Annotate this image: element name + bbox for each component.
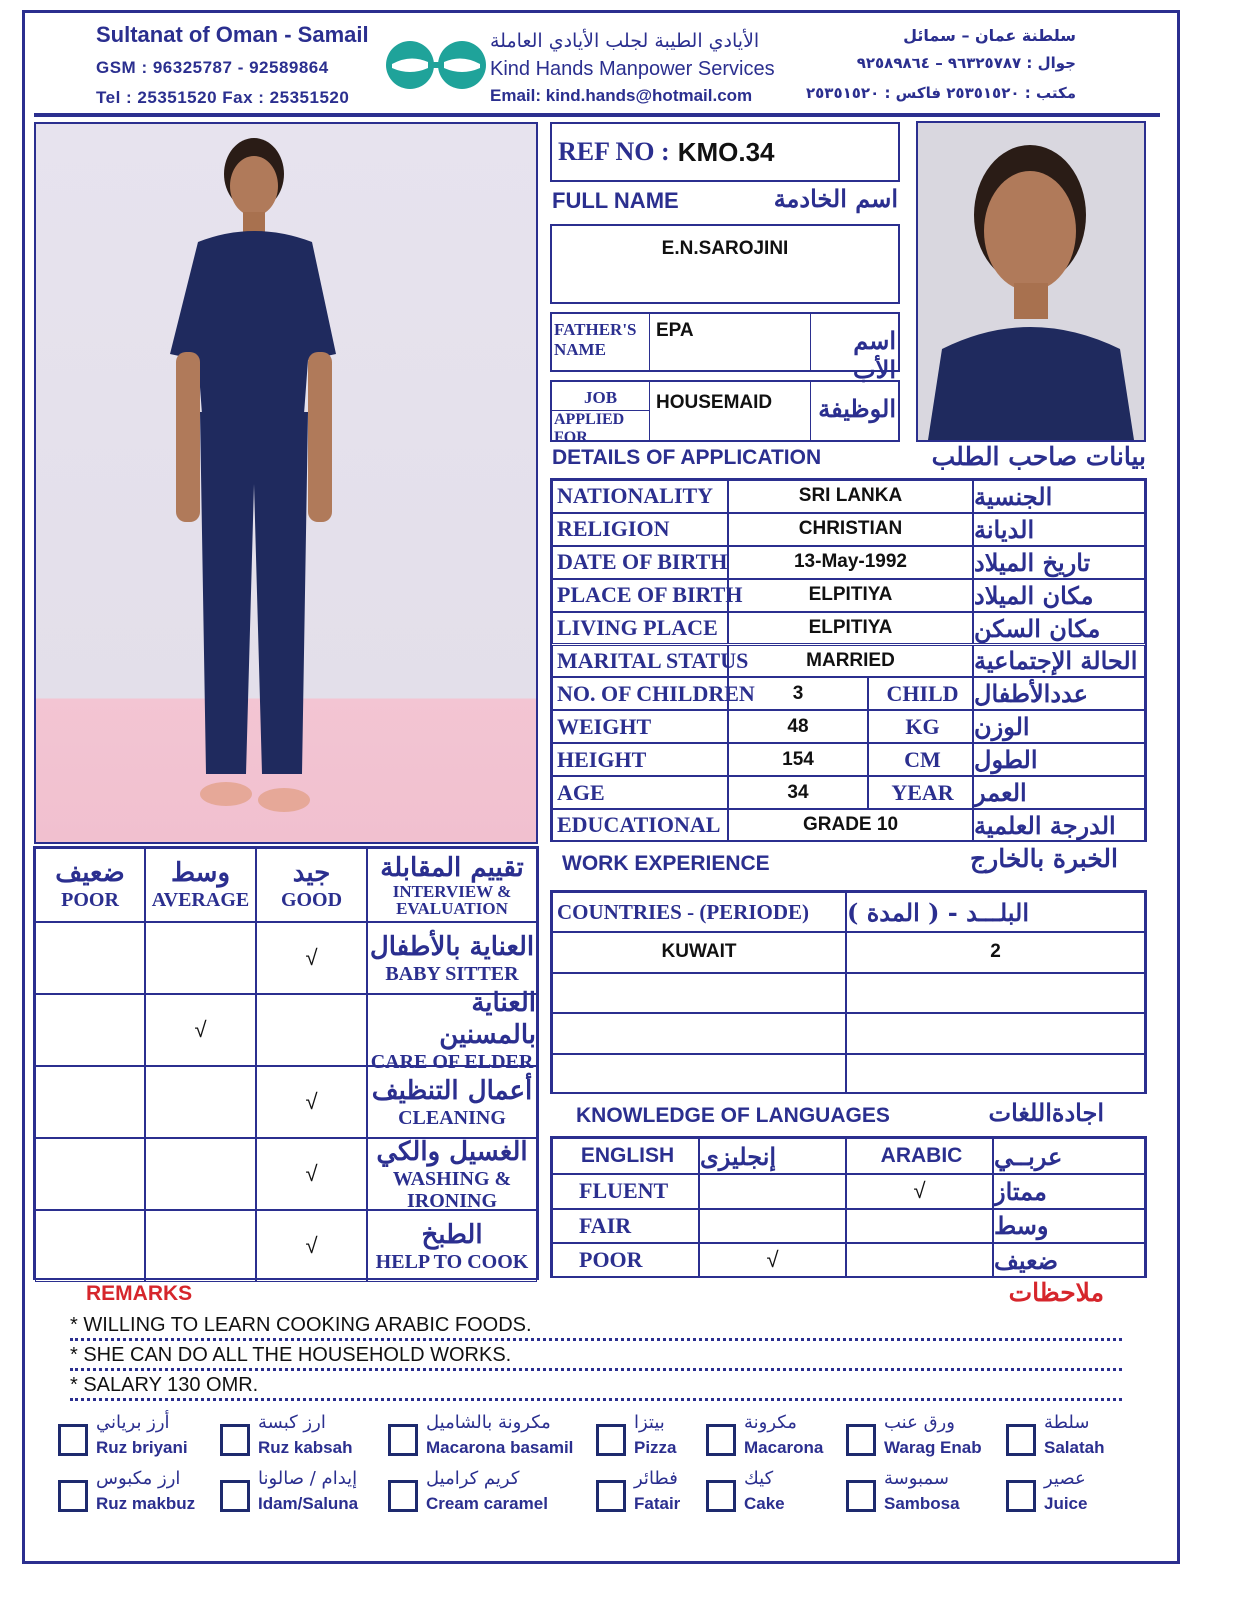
evaluation-header-arabic: وسط — [170, 858, 231, 888]
language-check-english — [699, 1209, 846, 1244]
food-name-arabic: إيدام / صالونا — [258, 1468, 358, 1489]
evaluation-header-arabic: تقييم المقابلة — [380, 853, 524, 883]
evaluation-check-average: √ — [145, 994, 256, 1066]
evaluation-check-average — [145, 1066, 256, 1138]
food-item — [846, 1414, 1006, 1464]
food-item — [706, 1470, 866, 1520]
food-name-english: Sambosa — [884, 1494, 960, 1513]
evaluation-header — [367, 848, 537, 922]
evaluation-table — [33, 846, 539, 1280]
job-value: HOUSEMAID — [656, 392, 773, 413]
evaluation-check-good: √ — [256, 1066, 367, 1138]
header-divider — [34, 113, 1160, 117]
details-label-arabic: الجنسية — [973, 480, 1145, 513]
details-label: WEIGHT — [552, 710, 728, 743]
language-level: FAIR — [552, 1209, 699, 1244]
food-checkbox[interactable] — [220, 1424, 250, 1456]
work-period — [846, 973, 1145, 1014]
details-label: RELIGION — [552, 513, 728, 546]
food-name-arabic: مكرونة بالشاميل — [426, 1412, 551, 1433]
details-value: 48 — [728, 710, 868, 743]
evaluation-skill — [367, 1210, 537, 1282]
food-name-arabic: ارز كبسة — [258, 1412, 326, 1433]
details-label-arabic: عددالأطفال — [973, 677, 1145, 710]
evaluation-skill-arabic: أعمال التنظيف — [371, 1076, 533, 1106]
food-checkbox[interactable] — [706, 1480, 736, 1512]
food-item — [1006, 1414, 1166, 1464]
father-name-box — [550, 312, 900, 384]
food-name-english: Warag Enab — [884, 1438, 982, 1457]
languages-title: KNOWLEDGE OF LANGUAGES — [576, 1104, 890, 1127]
details-label: AGE — [552, 776, 728, 809]
food-checkbox[interactable] — [596, 1480, 626, 1512]
work-experience-title-arabic: الخبرة بالخارج — [970, 844, 1118, 873]
details-unit: YEAR — [868, 776, 973, 809]
evaluation-header-arabic: ضعيف — [55, 858, 125, 888]
father-label-line2: NAME — [554, 340, 606, 359]
food-name-english: Pizza — [634, 1438, 677, 1457]
food-item — [1006, 1470, 1166, 1520]
details-label: PLACE OF BIRTH — [552, 579, 728, 612]
evaluation-skill-arabic: العناية بالمسنين — [439, 988, 536, 1050]
food-item — [706, 1414, 866, 1464]
details-value: 34 — [728, 776, 868, 809]
work-period: 2 — [846, 932, 1145, 973]
food-item — [388, 1412, 574, 1464]
details-label: DATE OF BIRTH — [552, 546, 728, 579]
food-name-arabic: بيتزا — [634, 1412, 665, 1433]
header-email: Email: kind.hands@hotmail.com — [490, 86, 753, 105]
father-label-cell — [552, 314, 650, 370]
food-name-english: Salatah — [1044, 1438, 1105, 1457]
remark-line: * SHE CAN DO ALL THE HOUSEHOLD WORKS. — [70, 1344, 1122, 1371]
language-check-arabic — [846, 1209, 993, 1244]
food-name-arabic: ورق عنب — [884, 1412, 955, 1433]
remark-line: * SALARY 130 OMR. — [70, 1374, 1122, 1401]
details-unit: CHILD — [868, 677, 973, 710]
work-period — [846, 1013, 1145, 1054]
food-name-arabic: كريم كراميل — [426, 1468, 520, 1489]
food-name-english: Ruz kabsah — [258, 1438, 353, 1457]
evaluation-check-poor — [35, 994, 145, 1066]
job-box — [550, 380, 900, 446]
evaluation-header-english: GOOD — [280, 889, 343, 911]
food-checkbox[interactable] — [846, 1424, 876, 1456]
evaluation-check-average — [145, 1210, 256, 1282]
evaluation-header — [35, 848, 145, 922]
job-label-line1: JOB — [583, 388, 618, 407]
header-location-arabic: سلطنة عمان – سمائل — [903, 26, 1076, 45]
details-value: SRI LANKA — [728, 480, 973, 513]
work-experience-header: COUNTRIES - (PERIODE) — [552, 892, 846, 932]
work-country — [552, 1013, 846, 1054]
evaluation-header-english: INTERVIEW & EVALUATION — [392, 882, 512, 918]
details-label: NATIONALITY — [552, 480, 728, 513]
food-name-arabic: عصير — [1044, 1468, 1086, 1489]
father-name-value: EPA — [656, 320, 694, 341]
header-gsm-arabic: جوال : ٩٦٣٢٥٧٨٧ – ٩٢٥٨٩٨٦٤ — [856, 54, 1076, 72]
work-experience-table — [550, 890, 1147, 1094]
remarks-label: REMARKS — [86, 1282, 193, 1305]
food-item — [846, 1470, 1006, 1520]
details-value: CHRISTIAN — [728, 513, 973, 546]
language-header: ENGLISH — [552, 1138, 699, 1174]
evaluation-header-arabic: جيد — [292, 858, 331, 888]
details-title: DETAILS OF APPLICATION — [552, 446, 822, 469]
details-label-arabic: العمر — [973, 776, 1145, 809]
evaluation-check-poor — [35, 1138, 145, 1210]
remark-line: * WILLING TO LEARN COOKING ARABIC FOODS. — [70, 1314, 1122, 1341]
evaluation-check-poor — [35, 1066, 145, 1138]
full-body-photo — [34, 122, 538, 844]
header-location: Sultanat of Oman - Samail — [96, 22, 369, 47]
evaluation-check-good: √ — [256, 922, 367, 994]
details-value: ELPITIYA — [728, 579, 973, 612]
food-name-english: Fatair — [634, 1494, 681, 1513]
full-name-label: FULL NAME — [552, 188, 679, 213]
food-checkbox[interactable] — [388, 1480, 418, 1512]
food-item — [58, 1414, 218, 1464]
food-name-arabic: أرز برياني — [96, 1412, 170, 1433]
food-name-english: Idam/Saluna — [258, 1494, 359, 1513]
evaluation-skill — [367, 1066, 537, 1138]
details-label-arabic: الطول — [973, 743, 1145, 776]
food-checkbox[interactable] — [58, 1424, 88, 1456]
portrait-photo — [916, 121, 1146, 442]
language-level-arabic: ضعيف — [993, 1243, 1145, 1278]
evaluation-header — [256, 848, 367, 922]
food-name-english: Juice — [1044, 1494, 1088, 1513]
food-name-arabic: سمبوسة — [884, 1468, 949, 1489]
evaluation-check-poor — [35, 1210, 145, 1282]
food-checkbox[interactable] — [58, 1480, 88, 1512]
language-header: عربــي — [993, 1138, 1145, 1174]
food-checkbox[interactable] — [220, 1480, 250, 1512]
evaluation-check-good: √ — [256, 1138, 367, 1210]
evaluation-check-good — [256, 994, 367, 1066]
header-company-arabic: الأيادي الطيبة لجلب الأيادي العاملة — [490, 30, 760, 52]
full-name-label-arabic: اسم الخادمة — [773, 184, 898, 213]
job-label-cell — [552, 382, 650, 446]
evaluation-check-average — [145, 922, 256, 994]
work-period — [846, 1054, 1145, 1095]
language-level-arabic: وسط — [993, 1209, 1145, 1244]
details-label-arabic: الوزن — [973, 710, 1145, 743]
evaluation-skill-arabic: الغسيل والكي — [376, 1137, 528, 1167]
food-name-arabic: مكرونة — [744, 1412, 797, 1433]
details-value: GRADE 10 — [728, 809, 973, 842]
food-name-english: Macarona — [744, 1438, 824, 1457]
header-tel: Tel : 25351520 Fax : 25351520 — [96, 88, 350, 107]
food-checkbox[interactable] — [846, 1480, 876, 1512]
food-name-arabic: فطائر — [634, 1468, 678, 1489]
header-gsm: GSM : 96325787 - 92589864 — [96, 58, 329, 77]
details-label: NO. OF CHILDREN — [552, 677, 728, 710]
food-checkbox[interactable] — [596, 1424, 626, 1456]
details-value: 13-May-1992 — [728, 546, 973, 579]
details-label-arabic: الديانة — [973, 513, 1145, 546]
ref-label: REF NO : — [558, 137, 670, 166]
evaluation-skill-english: CLEANING — [398, 1107, 506, 1129]
evaluation-skill-english: BABY SITTER — [385, 963, 519, 985]
work-experience-header-arabic: البلـــد - ( المدة ) — [846, 892, 1145, 932]
details-label-arabic: الدرجة العلمية — [973, 809, 1145, 842]
food-name-english: Ruz briyani — [96, 1438, 188, 1457]
ref-number-box — [550, 122, 900, 182]
language-level: FLUENT — [552, 1174, 699, 1209]
language-level: POOR — [552, 1243, 699, 1278]
details-label-arabic: مكان الميلاد — [973, 579, 1145, 612]
food-checkbox[interactable] — [1006, 1424, 1036, 1456]
ref-value: KMO.34 — [677, 136, 775, 167]
food-name-english: Cake — [744, 1494, 785, 1513]
language-check-arabic — [846, 1243, 993, 1278]
details-label: HEIGHT — [552, 743, 728, 776]
details-title-arabic: بيانات صاحب الطلب — [931, 442, 1146, 471]
language-header: ARABIC — [846, 1138, 993, 1174]
full-name-box — [550, 224, 900, 304]
food-item — [58, 1470, 218, 1520]
evaluation-skill-english: HELP TO COOK — [375, 1251, 529, 1273]
details-label: LIVING PLACE — [552, 612, 728, 645]
details-value: 3 — [728, 677, 868, 710]
details-label-arabic: تاريخ الميلاد — [973, 546, 1145, 579]
evaluation-header-english: AVERAGE — [151, 889, 250, 911]
work-country — [552, 1054, 846, 1095]
full-name-value: E.N.SAROJINI — [661, 238, 789, 259]
evaluation-check-poor — [35, 922, 145, 994]
evaluation-skill-english: CARE OF ELDER — [370, 1051, 534, 1073]
evaluation-skill — [367, 1138, 537, 1210]
evaluation-skill — [367, 988, 537, 1073]
food-checkbox[interactable] — [388, 1424, 418, 1456]
father-label-arabic: اسم الأب — [810, 314, 898, 370]
evaluation-header — [145, 848, 256, 922]
details-label-arabic: الحالة الإجتماعية — [973, 645, 1145, 678]
details-label-arabic: مكان السكن — [973, 612, 1145, 645]
evaluation-skill-arabic: الطبخ — [421, 1220, 483, 1250]
header-company-name: Kind Hands Manpower Services — [490, 58, 775, 80]
food-checkbox[interactable] — [706, 1424, 736, 1456]
remarks-label-arabic: ملاحظات — [1008, 1278, 1104, 1307]
languages-title-arabic: اجادةاللغات — [988, 1098, 1104, 1127]
details-value: 154 — [728, 743, 868, 776]
logo-hands-icon — [384, 40, 488, 90]
details-unit: KG — [868, 710, 973, 743]
language-check-arabic: √ — [846, 1174, 993, 1209]
food-item — [388, 1470, 548, 1520]
details-label: EDUCATIONAL — [552, 809, 728, 842]
food-name-arabic: ارز مكبوس — [96, 1468, 181, 1489]
evaluation-check-good: √ — [256, 1210, 367, 1282]
job-label-line2: APPLIED FOR — [552, 410, 649, 447]
work-country — [552, 973, 846, 1014]
food-name-english: Cream caramel — [426, 1494, 548, 1513]
details-value: ELPITIYA — [728, 612, 973, 645]
job-label-arabic: الوظيفة — [810, 382, 898, 440]
food-item — [220, 1470, 380, 1520]
details-table — [550, 478, 1147, 842]
evaluation-header-english: POOR — [61, 889, 119, 911]
details-unit: CM — [868, 743, 973, 776]
father-label-line1: FATHER'S — [554, 320, 637, 339]
food-name-english: Ruz makbuz — [96, 1494, 196, 1513]
languages-table — [550, 1136, 1147, 1278]
food-name-english: Macarona basamil — [426, 1438, 574, 1457]
header-tel-arabic: مكتب : ٢٥٣٥١٥٢٠ فاكس : ٢٥٣٥١٥٢٠ — [805, 84, 1076, 102]
work-country: KUWAIT — [552, 932, 846, 973]
food-name-arabic: سلطة — [1044, 1412, 1090, 1433]
details-label: MARITAL STATUS — [552, 645, 728, 678]
evaluation-skill — [367, 922, 537, 994]
food-item — [220, 1414, 380, 1464]
evaluation-skill-arabic: العناية بالأطفال — [369, 932, 535, 962]
language-check-english — [699, 1174, 846, 1209]
work-experience-title: WORK EXPERIENCE — [562, 852, 770, 875]
food-name-arabic: كيك — [744, 1468, 774, 1489]
language-check-english: √ — [699, 1243, 846, 1278]
language-level-arabic: ممتاز — [993, 1174, 1145, 1209]
evaluation-check-average — [145, 1138, 256, 1210]
evaluation-skill-english: WASHING & IRONING — [392, 1168, 512, 1212]
details-value: MARRIED — [728, 645, 973, 678]
food-checkbox[interactable] — [1006, 1480, 1036, 1512]
language-header: إنجليزى — [699, 1138, 846, 1174]
